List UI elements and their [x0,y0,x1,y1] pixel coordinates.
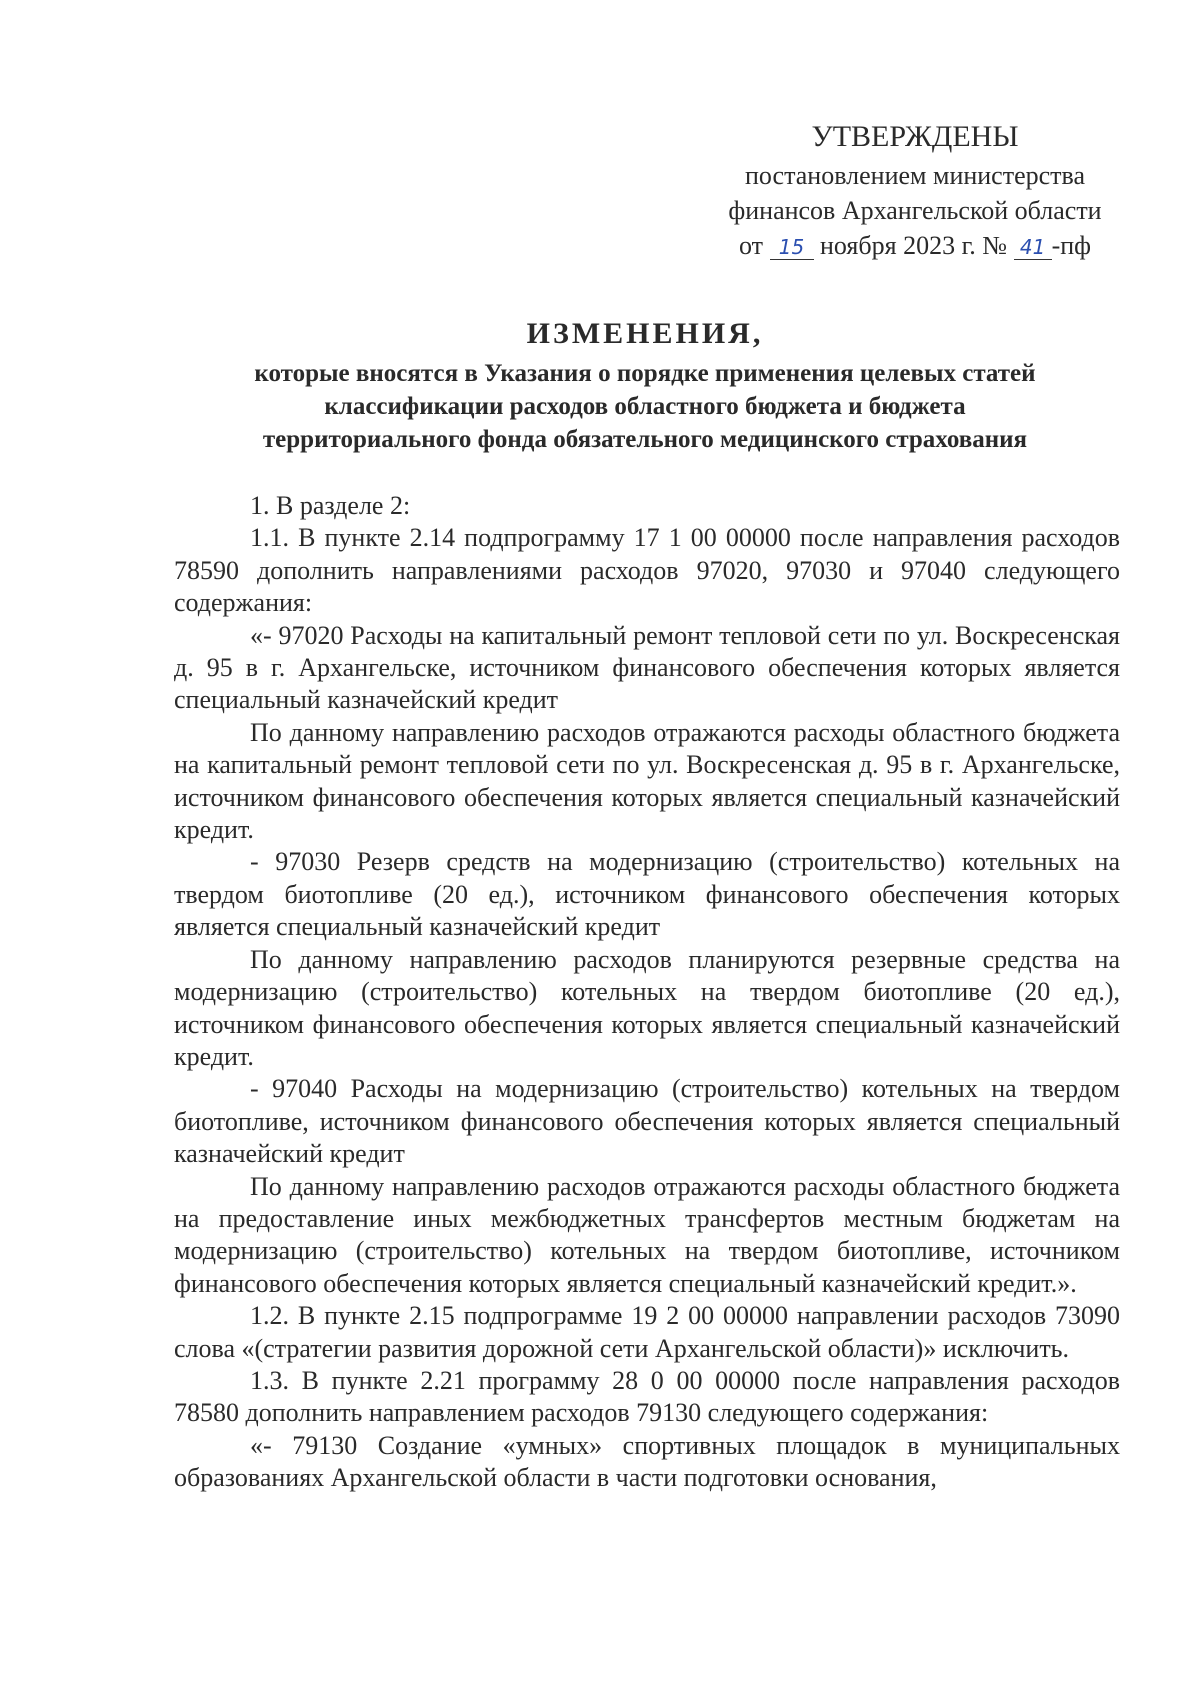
approval-stamp: УТВЕРЖДЕНЫ [811,120,1019,153]
subtitle-line: классификации расходов областного бюджета и бюджета [324,393,966,420]
paragraph-1-2: 1.2. В пункте 2.15 подпрограмме 19 2 00 00000 направлении расходов 73090 слова «(стратегии развития дорожной сети Архангельской области)» исключить. [174,1301,1120,1363]
day-handwritten: 15 [778,235,805,259]
day-field [770,234,814,260]
number-handwritten: 41 [1019,235,1046,259]
month-year: ноября 2023 г. № [820,231,1008,260]
paragraph-97020-desc: По данному направлению расходов отражаются расходы областного бюджета на капитальный ремонт тепловой сети по ул. Воскресенская д. 95 в г. Архангельске, источником финансового обеспечения которых является специальный казначейский кредит. [174,717,1120,845]
number-suffix: -пф [1051,231,1092,260]
paragraph-97040-desc: По данному направлению расходов отражаются расходы областного бюджета на предоставление иных межбюджетных трансфертов местным бюджетам на модернизацию (строительство) котельных на твердом биотопливе, источником финансового обеспечения которых является специальный казначейский кредит.». [174,1171,1120,1298]
paragraph-1-1: 1.1. В пункте 2.14 подпрограмму 17 1 00 00000 после направления расходов 78590 дополнить направлениями расходов 97020, 97030 и 97040 следующего содержания: [174,523,1120,618]
approval-date-line [700,228,1130,263]
subtitle-line: территориального фонда обязательного медицинского страхования [262,426,1028,453]
document-title-block [170,315,1120,456]
paragraph-section: 1. В разделе 2: [250,491,411,520]
paragraph-97030-desc: По данному направлению расходов планируются резервные средства на модернизацию (строительство) котельных на твердом биотопливе (20 ед.), источником финансового обеспечения которых является специальный казначейский кредит. [174,944,1120,1071]
paragraph-79130: «- 79130 Создание «умных» спортивных площадок в муниципальных образованиях Архангельской области в части подготовки основания, [174,1430,1120,1493]
approval-line-2: финансов Архангельской области [728,196,1102,225]
paragraph-97020: «- 97020 Расходы на капитальный ремонт тепловой сети по ул. Воскресенская д. 95 в г. Архангельске, источником финансового обеспечения которых является специальный казначейский кредит [174,620,1120,715]
approval-line-1: постановлением министерства [744,161,1086,190]
approval-block [700,118,1130,263]
subtitle-line: которые вносятся в Указания о порядке применения целевых статей [254,360,1036,387]
paragraph-1-3: 1.3. В пункте 2.21 программу 28 0 00 00000 после направления расходов 78580 дополнить направлением расходов 79130 следующего содержания: [174,1365,1120,1428]
date-prefix: от [738,231,763,260]
paragraph-97030: - 97030 Резерв средств на модернизацию (строительство) котельных на твердом биотопливе (20 ед.), источником финансового обеспечения которых является специальный казначейский кредит [174,847,1120,942]
document-title: ИЗМЕНЕНИЯ, [526,317,764,350]
number-field [1014,234,1052,260]
document-body [174,490,1120,1495]
paragraph-97040: - 97040 Расходы на модернизацию (строительство) котельных на твердом биотопливе, источником финансового обеспечения которых является специальный казначейский кредит [174,1074,1120,1169]
